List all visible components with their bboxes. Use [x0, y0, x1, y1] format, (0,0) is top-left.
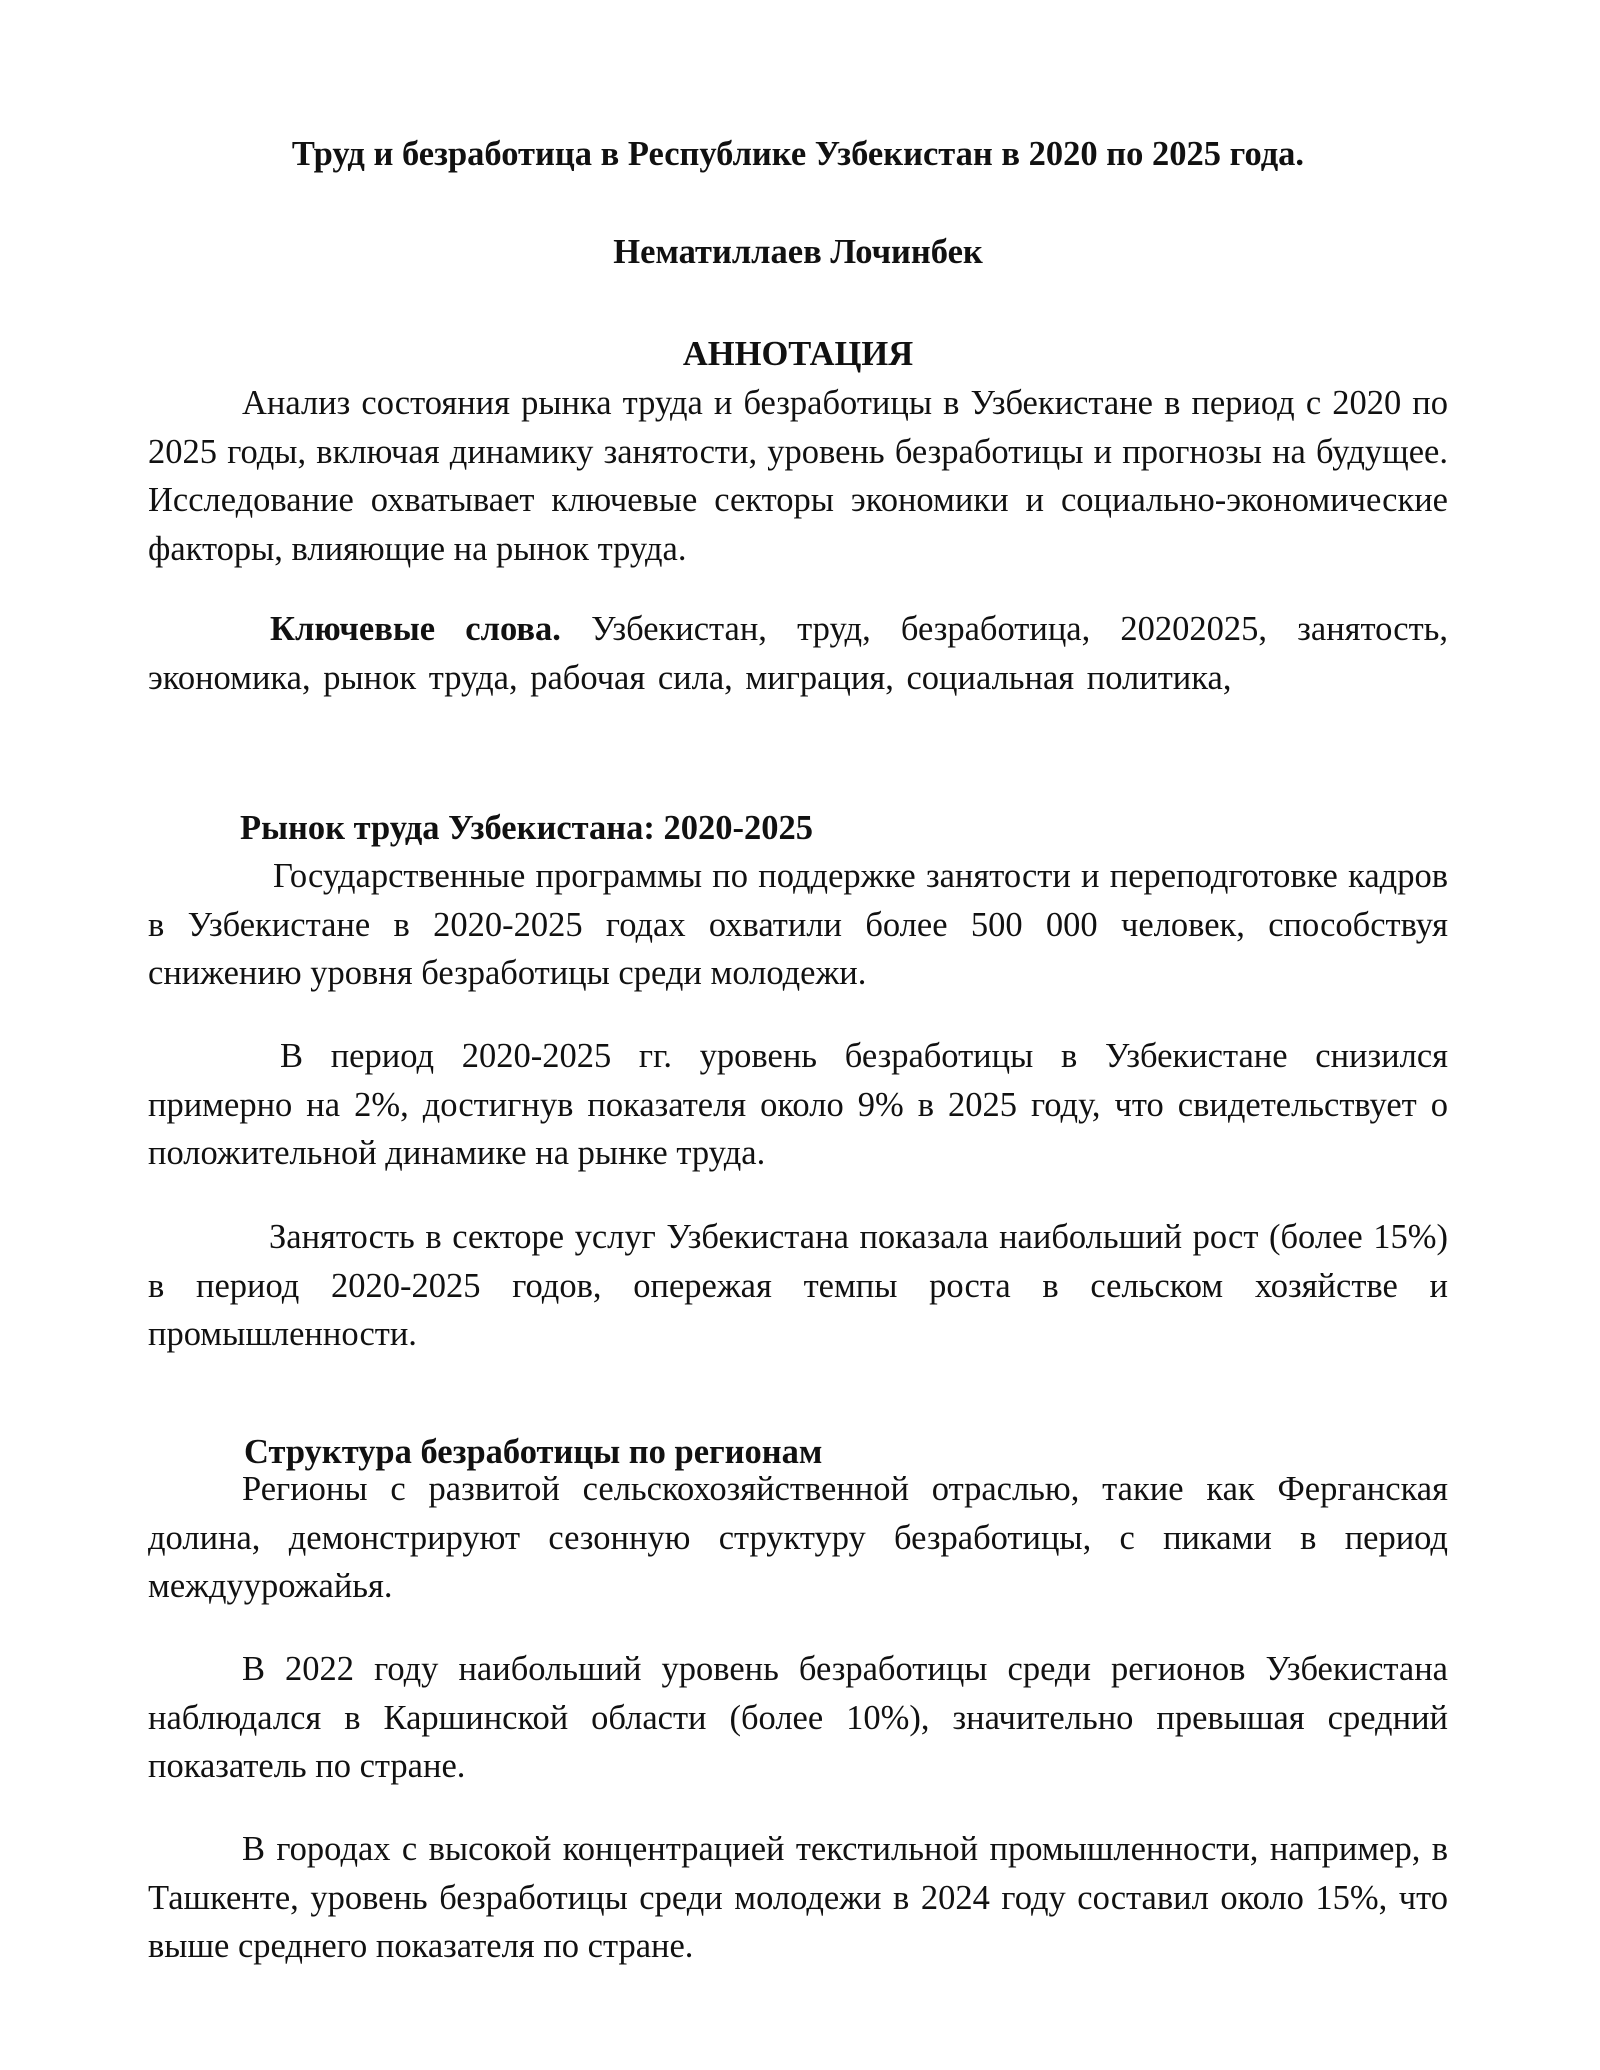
- annotation-heading: АННОТАЦИЯ: [682, 335, 914, 373]
- paragraph-text: Регионы с развитой сельскохозяйственной отраслью, такие как Ферганская долина, демонстрируют сезонную структуру безработицы, с пиками в период междуурожайья.: [148, 1470, 1448, 1605]
- paragraph-text: Государственные программы по поддержке занятости и переподготовке кадров в Узбекистане в 2020-2025 годах охватили более 500 000 человек, способствуя снижению уровня безработицы среди молодежи.: [148, 857, 1448, 992]
- section2-paragraph-1: [148, 1465, 1448, 1611]
- section2-paragraph-2: [148, 1645, 1448, 1791]
- annotation-paragraph: [148, 379, 1448, 573]
- keywords-paragraph: [148, 605, 1448, 702]
- keywords-body: [148, 605, 1448, 702]
- section-heading-regional-structure: Структура безработицы по регионам: [244, 1433, 823, 1471]
- paragraph-text: В период 2020-2025 гг. уровень безработицы в Узбекистане снизился примерно на 2%, достигнув показателя около 9% в 2025 году, что свидетельствует о положительной динамике на рынке труда.: [148, 1037, 1448, 1172]
- document-title: Труд и безработица в Республике Узбекистан в 2020 по 2025 года.: [291, 135, 1305, 173]
- section1-paragraph-3: [148, 1213, 1448, 1359]
- author-name: Нематиллаев Лочинбек: [613, 233, 983, 271]
- section1-paragraph-2: [148, 1032, 1448, 1178]
- annotation-text: Анализ состояния рынка труда и безработицы в Узбекистане в период с 2020 по 2025 годы, включая динамику занятости, уровень безработицы и прогнозы на будущее. Исследование охватывает ключевые секторы экономики и социально-экономические факторы, влияющие на рынок труда.: [148, 384, 1448, 568]
- keywords-text: Узбекистан, труд, безработица, 20202025, занятость, экономика, рынок труда, рабочая сила, миграция, социальная политика,: [148, 610, 1449, 697]
- section1-paragraph-1: [148, 852, 1448, 998]
- section-heading-labor-market: Рынок труда Узбекистана: 2020-2025: [240, 809, 814, 847]
- paragraph-text: В городах с высокой концентрацией текстильной промышленности, например, в Ташкенте, уровень безработицы среди молодежи в 2024 году составил около 15%, что выше среднего показателя по стране.: [148, 1830, 1448, 1965]
- paragraph-text: В 2022 году наибольший уровень безработицы среди регионов Узбекистана наблюдался в Каршинской области (более 10%), значительно превышая средний показатель по стране.: [148, 1650, 1448, 1785]
- keywords-label: Ключевые слова.: [270, 610, 561, 648]
- section2-paragraph-3: [148, 1825, 1448, 1971]
- paragraph-text: Занятость в секторе услуг Узбекистана показала наибольший рост (более 15%) в период 2020-2025 годов, опережая темпы роста в сельском хозяйстве и промышленности.: [148, 1218, 1448, 1353]
